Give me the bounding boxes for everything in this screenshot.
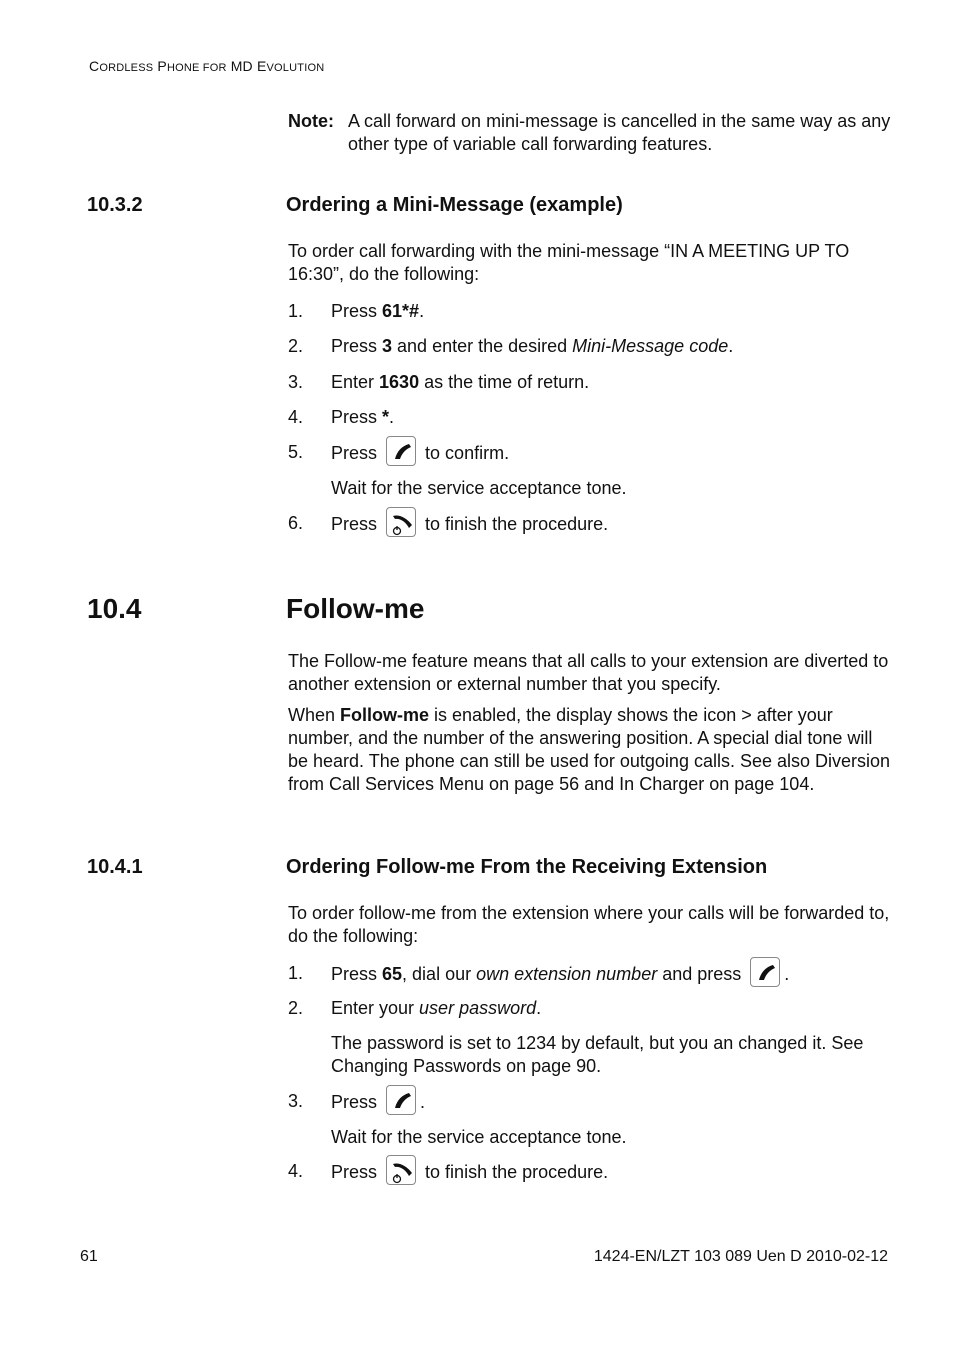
call-key-icon [386,436,416,466]
step-text: Press 3 and enter the desired Mini-Message code. [331,336,734,356]
section-number: 10.3.2 [87,194,143,216]
password-note: The password is set to 1234 by default, but you an changed it. See Changing Passwords on page 90. [331,1033,864,1076]
step-number: 5. [288,442,304,462]
section-number: 10.4.1 [87,856,143,878]
step-text: Enter 1630 as the time of return. [331,372,590,392]
end-call-key-icon [386,507,416,537]
step-number: 4. [288,1161,304,1181]
step-text: Press 65, dial our own extension number and press . [331,963,789,987]
step-number: 2. [288,998,304,1018]
running-header: CORDLESS PHONE FOR MD EVOLUTION [89,58,325,74]
step-number: 1. [288,301,304,321]
step-text: Enter your user password. [331,998,542,1018]
end-call-key-icon [386,1155,416,1185]
note-label: Note: [288,111,334,131]
note-text: A call forward on mini-message is cancelled in the same way as any other type of variable call forwarding features. [348,111,891,154]
step-text: Press to finish the procedure. [331,1161,608,1185]
call-key-icon [750,957,780,987]
call-key-icon [386,1085,416,1115]
paragraph: The Follow-me feature means that all calls to your extension are diverted to another extension or external number that you specify. [288,651,889,694]
step-number: 3. [288,1091,304,1111]
section-title: Ordering Follow-me From the Receiving Extension [286,856,768,878]
step-text: Press to finish the procedure. [331,513,608,537]
paragraph: When Follow-me is enabled, the display shows the icon > after your number, and the number of the answering position. A special dial tone will be heard. The phone can still be used for outgoing calls. See also Diversion from Call Services Menu on page 56 and In Charger on page 104. [288,705,891,794]
section-title: Ordering a Mini-Message (example) [286,194,623,216]
step-number: 1. [288,963,304,983]
step-text: Press 61*#. [331,301,425,321]
step-number: 3. [288,372,304,392]
wait-note: Wait for the service acceptance tone. [331,478,627,498]
step-text: Press *. [331,407,395,427]
wait-note: Wait for the service acceptance tone. [331,1127,627,1147]
section-intro: To order call forwarding with the mini-message “IN A MEETING UP TO 16:30”, do the following: [288,241,850,284]
step-number: 2. [288,336,304,356]
page-number: 61 [80,1248,98,1265]
section-intro: To order follow-me from the extension where your calls will be forwarded to, do the following: [288,903,890,946]
chapter-title: Follow-me [286,593,425,624]
step-text: Press . [331,1091,425,1115]
step-number: 6. [288,513,304,533]
chapter-number: 10.4 [87,593,142,624]
step-number: 4. [288,407,304,427]
step-text: Press to confirm. [331,442,509,466]
document-id: 1424-EN/LZT 103 089 Uen D 2010-02-12 [593,1248,888,1265]
